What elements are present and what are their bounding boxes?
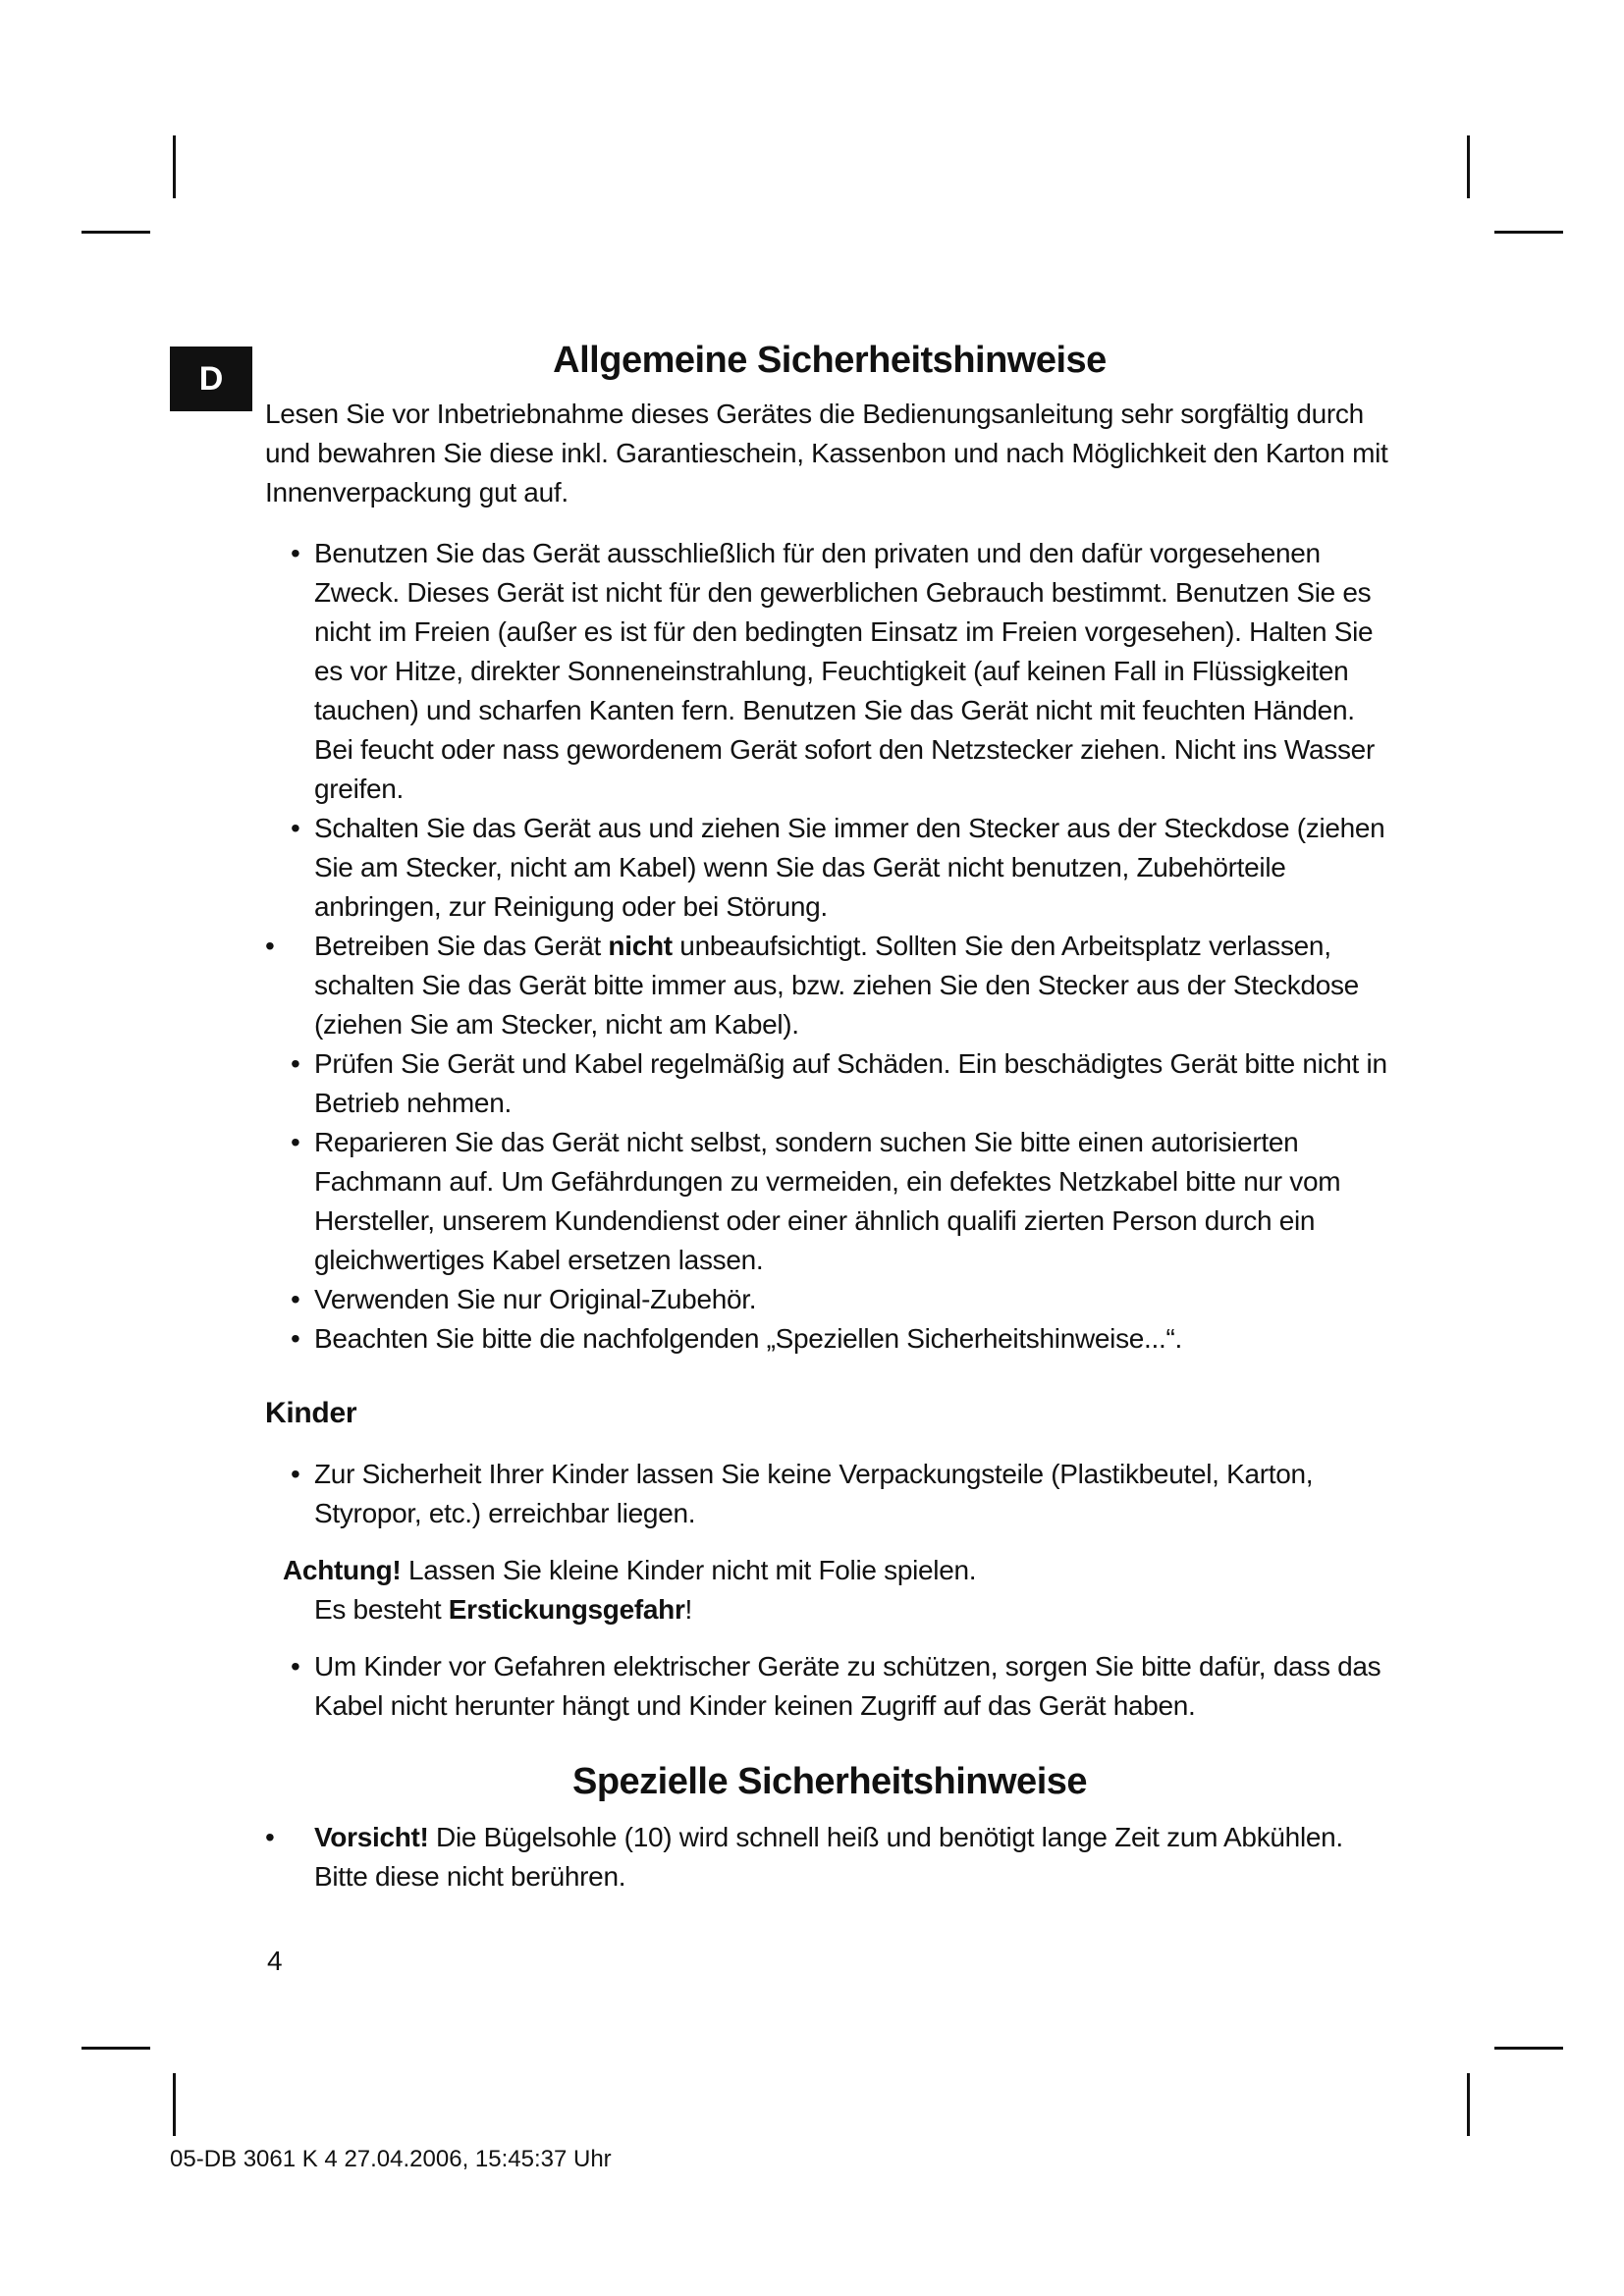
kinder-list — [265, 1455, 1394, 1533]
page-title: Allgemeine Sicherheitshinweise — [553, 340, 1107, 381]
page-number: 4 — [267, 1946, 283, 1976]
section-heading-special: Spezielle Sicherheitshinweise — [571, 1761, 1088, 1802]
kinder-heading: Kinder — [265, 1397, 357, 1429]
language-badge: D — [170, 347, 252, 411]
warning-note: Achtung! Lassen Sie kleine Kinder nicht mit Folie spielen. Es besteht Erstickungsgefahr! — [283, 1555, 977, 1625]
emphasis-text: nicht — [608, 931, 673, 961]
list-item: • Vorsicht! Die Bügelsohle (10) wird schnell heiß und benötigt lange Zeit zum Abkühlen. Bitte diese nicht berühren. — [265, 1818, 1394, 1896]
list-item: • Schalten Sie das Gerät aus und ziehen Sie immer den Stecker aus der Steckdose (ziehen Sie am Stecker, nicht am Kabel) wenn Sie das Gerät nicht benutzen, Zubehörteile anbringen, zur Reinigung oder bei Störung. — [265, 809, 1394, 927]
bullet-symbol: • — [291, 1048, 300, 1079]
print-footer: 05-DB 3061 K 4 27.04.2006, 15:45:37 Uhr — [170, 2146, 612, 2172]
bullet-symbol: • — [291, 1323, 300, 1354]
warning-label: Achtung! — [283, 1555, 402, 1585]
bullet-symbol: • — [291, 538, 300, 568]
special-safety-list — [265, 1818, 1394, 1896]
crop-mark-bottom-right-horizontal — [1494, 2047, 1563, 2050]
list-item: • Reparieren Sie das Gerät nicht selbst, sondern suchen Sie bitte einen autorisierten Fachmann auf. Um Gefährdungen zu vermeiden, ein defektes Netzkabel bitte nur vom Hersteller, unserem Kundendienst oder einer ähnlich qualifi zierten Person durch ein gleichwertiges Kabel ersetzen lassen. — [265, 1123, 1394, 1280]
bullet-symbol: • — [291, 1127, 300, 1157]
crop-mark-top-right-horizontal — [1494, 231, 1563, 234]
crop-mark-bottom-left-horizontal — [81, 2047, 150, 2050]
crop-mark-bottom-right-vertical — [1467, 2073, 1470, 2136]
caution-label: Vorsicht! — [314, 1822, 429, 1852]
bullet-symbol: • — [291, 813, 300, 843]
list-item: • Betreiben Sie das Gerät nicht unbeaufsichtigt. Sollten Sie den Arbeitsplatz verlassen, schalten Sie das Gerät bitte immer aus, bzw. ziehen Sie den Stecker aus der Steckdose (ziehen Sie am Stecker, nicht am Kabel). — [265, 927, 1394, 1044]
list-item: • Beachten Sie bitte die nachfolgenden „Speziellen Sicherheitshinweise...“. — [265, 1319, 1394, 1359]
list-item: • Zur Sicherheit Ihrer Kinder lassen Sie keine Verpackungsteile (Plastikbeutel, Karton, Styropor, etc.) erreichbar liegen. — [265, 1455, 1394, 1533]
list-item: • Prüfen Sie Gerät und Kabel regelmäßig auf Schäden. Ein beschädigtes Gerät bitte nicht in Betrieb nehmen. — [265, 1044, 1394, 1123]
crop-mark-bottom-left-vertical — [173, 2073, 176, 2136]
kinder-list-2 — [265, 1647, 1394, 1726]
bullet-symbol: • — [291, 1284, 300, 1314]
bullet-symbol: • — [291, 1651, 300, 1682]
list-item: • Verwenden Sie nur Original-Zubehör. — [265, 1280, 1394, 1319]
bullet-symbol: • — [291, 1459, 300, 1489]
emphasis-text: Erstickungsgefahr — [448, 1594, 685, 1625]
crop-mark-top-left-vertical — [173, 135, 176, 198]
list-item: • Um Kinder vor Gefahren elektrischer Geräte zu schützen, sorgen Sie bitte dafür, dass das Kabel nicht herunter hängt und Kinder keinen Zugriff auf das Gerät haben. — [265, 1647, 1394, 1726]
intro-paragraph: Lesen Sie vor Inbetriebnahme dieses Gerätes die Bedienungsanleitung sehr sorgfältig durch und bewahren Sie diese inkl. Garantieschein, Kassenbon und nach Möglichkeit den Karton mit Innenverpackung gut auf. — [265, 399, 1388, 507]
crop-mark-top-right-vertical — [1467, 135, 1470, 198]
bullet-symbol: • — [265, 931, 275, 961]
crop-mark-top-left-horizontal — [81, 231, 150, 234]
page-content — [265, 334, 1394, 1896]
list-item: • Benutzen Sie das Gerät ausschließlich für den privaten und den dafür vorgesehenen Zweck. Dieses Gerät ist nicht für den gewerblichen Gebrauch bestimmt. Benutzen Sie es nicht im Freien (außer es ist für den bedingten Einsatz im Freien vorgesehen). Halten Sie es vor Hitze, direkter Sonneneinstrahlung, Feuchtigkeit (auf keinen Fall in Flüssigkeiten tauchen) und scharfen Kanten fern. Benutzen Sie das Gerät nicht mit feuchten Händen. Bei feucht oder nass gewordenem Gerät sofort den Netzstecker ziehen. Nicht ins Wasser greifen. — [265, 534, 1394, 809]
bullet-symbol: • — [265, 1822, 275, 1852]
general-safety-list — [265, 534, 1394, 1359]
